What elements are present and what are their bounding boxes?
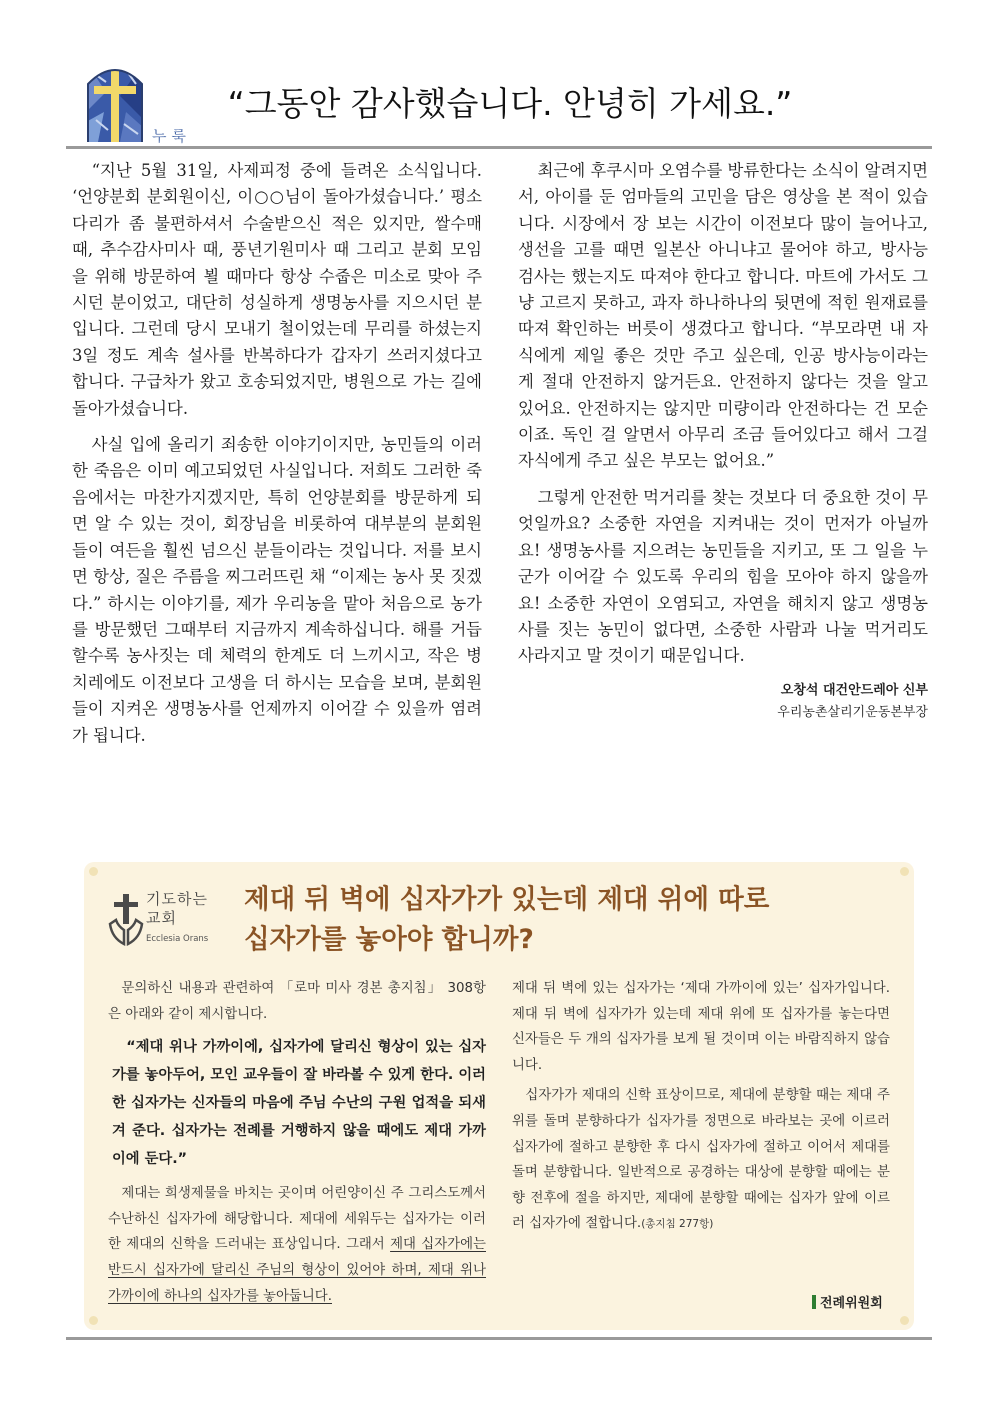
qa-paragraph-text: 십자가가 제대의 신학 표상이므로, 제대에 분향할 때는 제대 주위를 돌며 분향하다가 십자가를 정면으로 바라보는 곳에 이르러 십자가에 절하고 분향한 후 다시 십자가에 절하고 이어서 제대를 돌며 분향합니다. 일반적으로 공경하는 대상에 분향할 때에는 분향 전후에 절을 하지만, 제대에 분향할 때에는 십자가 앞에 이르러 십자가에 절합니다.: [512, 1088, 890, 1232]
article-column-right: [518, 158, 928, 724]
logo-text-korean: 기도하는 교회: [146, 890, 208, 927]
qa-title-line: 십자가를 놓아야 합니까?: [244, 924, 534, 955]
corner-dot: [89, 867, 98, 876]
qa-signature: [812, 1292, 883, 1311]
section-label: 누룩: [152, 127, 191, 145]
article-paragraph: 최근에 후쿠시마 오염수를 방류한다는 소식이 알려지면서, 아이를 둔 엄마들의 고민을 담은 영상을 본 적이 있습니다. 시장에서 장 보는 시간이 이전보다 많이 늘어나고, 생선을 고를 때면 일본산 아니냐고 물어야 하고, 방사능 검사는 했는지도 따져야 한다고 합니다. 마트에 가서도 그냥 고르지 못하고, 과자 하나하나의 뒷면에 적힌 원재료를 따져 확인하는 버릇이 생겼다고 합니다. “부모라면 내 자식에게 제일 좋은 것만 주고 싶은데, 인공 방사능이라는 게 절대 안전하지 않거든요. 안전하지 않다는 것을 알고 있어요. 안전하지는 않지만 미량이라 안전하다는 건 모순이죠. 독인 걸 알면서 아무리 조금 들어있다고 해서 그걸 자식에게 주고 싶은 부모는 없어요.”: [518, 161, 928, 471]
article-column-left: [72, 158, 482, 759]
page-title: “그동안 감사했습니다. 안녕히 가세요.”: [227, 84, 793, 123]
author-name: 오창석 대건안드레아 신부: [780, 682, 928, 698]
qa-title-line: 제대 뒤 벽에 십자가가 있는데 제대 위에 따로: [244, 884, 770, 915]
qa-title: [244, 880, 769, 960]
praying-church-logo: [108, 890, 220, 950]
logo-text-latin: Ecclesia Orans: [146, 934, 209, 944]
bottom-divider: [66, 1337, 932, 1340]
qa-intro: 문의하신 내용과 관련하여 「로마 미사 경본 총지침」 308항은 아래와 같이 제시합니다.: [108, 981, 486, 1022]
qa-paragraph: [108, 1181, 486, 1309]
qa-paragraph: 제대 뒤 벽에 있는 십자가는 ‘제대 가까이에 있는’ 십자가입니다. 제대 뒤 벽에 십자가가 있는데 제대 위에 또 십자가를 놓는다면 신자들은 두 개의 십자가를 보게 될 것이며 이는 바람직하지 않습니다.: [512, 981, 890, 1073]
corner-dot: [900, 1316, 909, 1325]
signature-bar: [812, 1295, 816, 1309]
article-paragraph: 그렇게 안전한 먹거리를 찾는 것보다 더 중요한 것이 무엇일까요? 소중한 자연을 지켜내는 것이 먼저가 아닐까요! 생명농사를 지으려는 농민들을 지키고, 또 그 일을 누군가 이어갈 수 있도록 우리의 힘을 모아야 하지 않을까요! 소중한 자연이 오염되고, 자연을 해치지 않고 생명농사를 짓는 농민이 없다면, 소중한 사람과 나눌 먹거리도 사라지고 말 것이기 때문입니다.: [518, 487, 928, 666]
qa-signature-text: 전례위원회: [820, 1296, 883, 1311]
top-divider: [66, 146, 932, 149]
corner-dot: [900, 867, 909, 876]
qa-column-right: [512, 976, 890, 1243]
qa-column-left: [108, 976, 486, 1314]
qa-quote: “제대 위나 가까이에, 십자가에 달리신 형상이 있는 십자가를 놓아두어, 모인 교우들이 잘 바라볼 수 있게 한다. 이러한 십자가는 신자들의 마음에 주님 수난의 구원 업적을 되새겨 준다. 십자가는 전례를 거행하지 않을 때에도 제대 가까이에 둔다.”: [112, 1039, 486, 1168]
corner-dot: [89, 1316, 98, 1325]
stained-glass-cross-logo: [86, 62, 144, 142]
author-signature: [518, 680, 928, 724]
qa-paragraph-text: 제대는 희생제물을 바치는 곳이며 어린양이신 주 그리스도께서 수난하신 십자가에 해당합니다. 제대에 세워두는 십자가는 이러한 제대의 신학을 드러내는 표상입니다. 그래서: [108, 1186, 486, 1253]
author-role: 우리농촌살리기운동본부장: [777, 704, 928, 720]
qa-reference: (총지침 277항): [641, 1218, 714, 1231]
praying-hands-cross-icon: [108, 890, 144, 948]
qa-underlined-text: 제대 십자가에는 반드시 십자가에 달리신 주님의 형상이 있어야 하며, 제대 위나 가까이에 하나의 십자가를 놓아둡니다.: [108, 1237, 486, 1304]
article-paragraph: 사실 입에 올리기 죄송한 이야기이지만, 농민들의 이러한 죽음은 이미 예고되었던 사실입니다. 저희도 그러한 죽음에서는 마찬가지겠지만, 특히 언양분회를 방문하게 되면 알 수 있는 것이, 회장님을 비롯하여 대부분의 분회원들이 여든을 훨씬 넘으신 분들이라는 것입니다. 저를 보시면 항상, 질은 주름을 찌그러뜨린 채 “이제는 농사 못 짓겠다.” 하시는 이야기를, 제가 우리농을 맡아 처음으로 농가를 방문했던 그때부터 지금까지 계속하십니다. 해를 거듭할수록 농사짓는 데 체력의 한계도 더 느끼시고, 작은 병치레에도 이전보다 고생을 더 하시는 모습을 보며, 분회원들이 지켜온 생명농사를 언제까지 이어갈 수 있을까 염려가 됩니다.: [72, 435, 482, 745]
qa-paragraph: [512, 1083, 890, 1238]
article-paragraph: “지난 5월 31일, 사제피정 중에 들려온 소식입니다. ‘언양분회 분회원이신, 이○○님이 돌아가셨습니다.’ 평소 다리가 좀 불편하셔서 수술받으신 적은 있지만, 쌀수매 때, 추수감사미사 때, 풍년기원미사 때 그리고 분회 모임을 위해 방문하여 뵐 때마다 항상 수줍은 미소로 맞아 주시던 분이었고, 대단히 성실하게 생명농사를 지으시던 분입니다. 그런데 당시 모내기 철이었는데 무리를 하셨는지 3일 정도 계속 설사를 반복하다가 갑자기 쓰러지셨다고 합니다. 구급차가 왔고 호송되었지만, 병원으로 가는 길에 돌아가셨습니다.: [72, 161, 482, 418]
